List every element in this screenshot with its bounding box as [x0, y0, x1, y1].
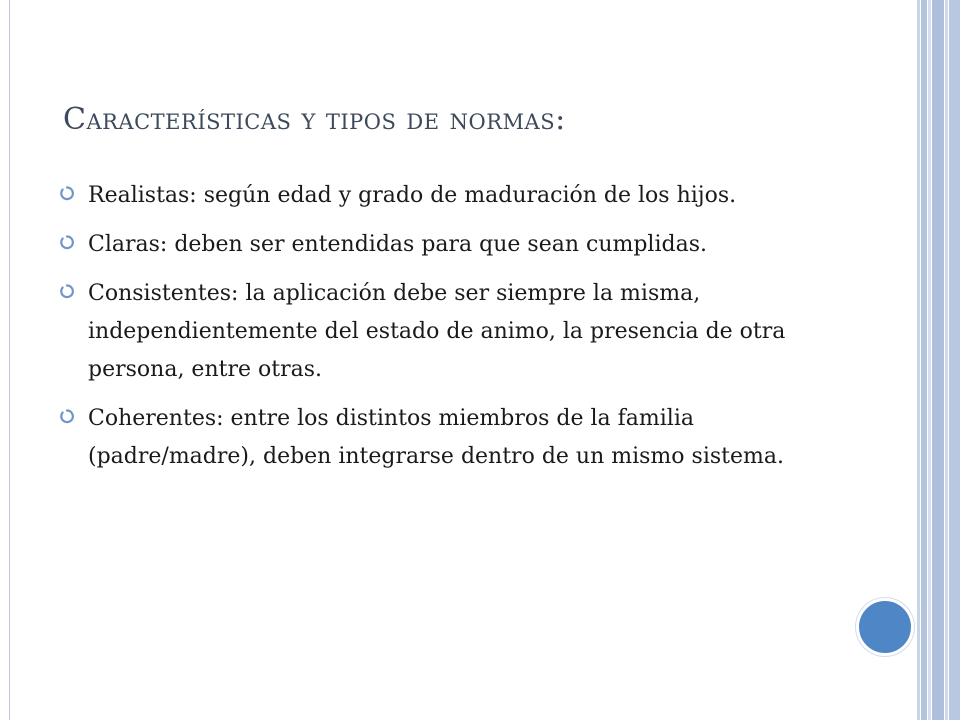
right-decorative-stripe: [928, 0, 931, 720]
right-decorative-stripe: [917, 0, 920, 720]
bullet-text: Realistas: según edad y grado de maduración de los hijos.: [88, 183, 737, 208]
open-ring-bullet-icon: [60, 400, 78, 438]
bullet-item: [60, 226, 840, 264]
bullet-text: Coherentes: entre los distintos miembros de la familia (padre/madre), deben integrarse dentro de un mismo sistema.: [88, 406, 784, 469]
right-decorative-stripe: [945, 0, 948, 720]
bullet-item: [60, 177, 840, 215]
right-decorative-stripe: [932, 0, 944, 720]
left-frame-line: [9, 0, 10, 720]
right-decorative-stripe: [949, 0, 960, 720]
open-ring-bullet-icon: [60, 177, 78, 215]
bullet-list: [60, 177, 840, 487]
bullet-item: [60, 275, 840, 389]
slide-title: Características y tipos de normas:: [63, 102, 566, 137]
blue-circle-icon: [856, 598, 914, 656]
bullet-text: Claras: deben ser entendidas para que sean cumplidas.: [88, 232, 707, 257]
bullet-item: [60, 400, 840, 476]
right-decorative-stripe: [921, 0, 927, 720]
bullet-text: Consistentes: la aplicación debe ser siempre la misma, independientemente del estado de animo, la presencia de otra persona, entre otras.: [88, 281, 786, 382]
open-ring-bullet-icon: [60, 275, 78, 313]
open-ring-bullet-icon: [60, 226, 78, 264]
